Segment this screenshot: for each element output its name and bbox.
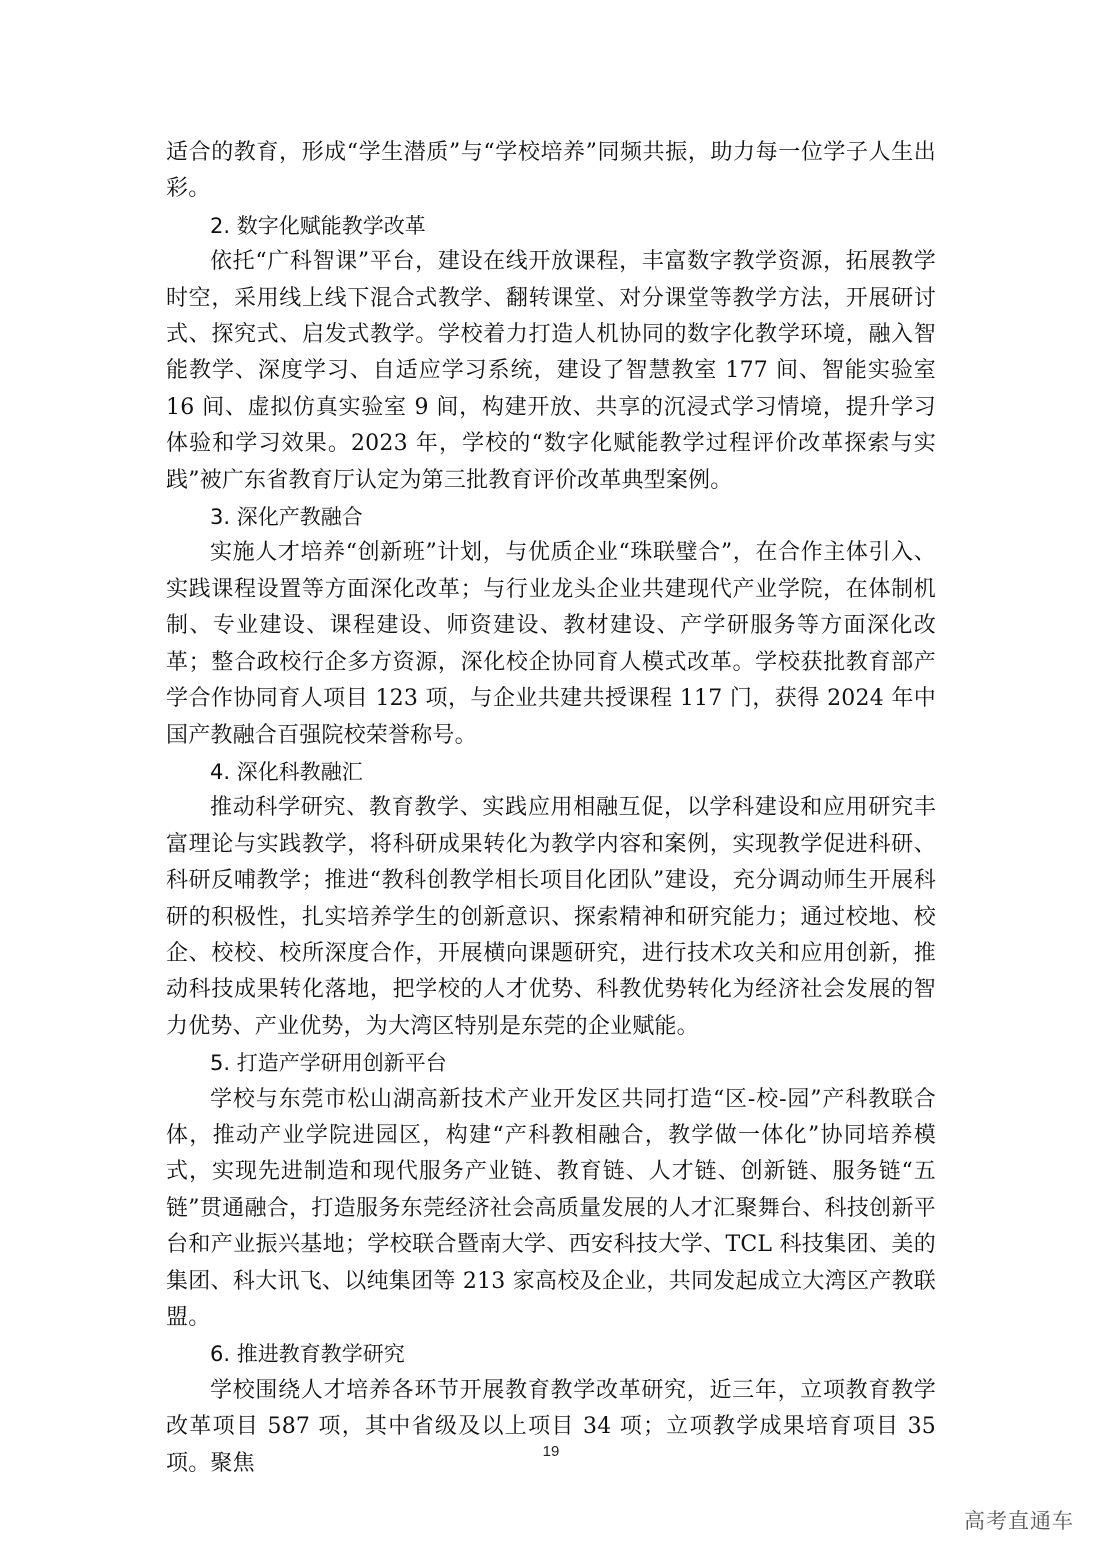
section-paragraph: 学校与东莞市松山湖高新技术产业开发区共同打造“区-校-园”产科教联合体，推动产业学院进园区，构建“产科教相融合，教学做一体化”协同培养模式，实现先进制造和现代服务产业链、教育链、人才链、创新链、服务链“五链”贯通融合，打造服务东莞经济社会高质量发展的人才汇聚舞台、科技创新平台和产业振兴基地；学校联合暨南大学、西安科技大学、TCL 科技集团、美的集团、科大讯飞、以纯集团等 213 家高校及企业，共同发起成立大湾区产教联盟。	[166, 1086, 936, 1330]
section-heading: 6. 推进教育教学研究	[210, 1342, 405, 1367]
section-heading: 3. 深化产教融合	[210, 505, 363, 530]
section-paragraph: 学校围绕人才培养各环节开展教育教学改革研究，近三年，立项教育教学改革项目 587 项，其中省级及以上项目 34 项；立项教学成果培育项目 35 项。聚焦	[166, 1377, 936, 1476]
document-body	[166, 135, 936, 1482]
section-paragraph: 实施人才培养“创新班”计划，与优质企业“珠联璧合”，在合作主体引入、实践课程设置等方面深化改革；与行业龙头企业共建现代产业学院，在体制机制、专业建设、课程建设、师资建设、教材建设、产学研服务等方面深化改革；整合政校行企多方资源，深化校企协同育人模式改革。学校获批教育部产学合作协同育人项目 123 项，与企业共建共授课程 117 门，获得 2024 年中国产教融合百强院校荣誉称号。	[166, 540, 936, 748]
section-heading: 4. 深化科教融汇	[210, 759, 363, 784]
section-heading: 5. 打造产学研用创新平台	[210, 1051, 447, 1076]
section-paragraph: 推动科学研究、教育教学、实践应用相融互促，以学科建设和应用研究丰富理论与实践教学，将科研成果转化为教学内容和案例，实现教学促进科研、科研反哺教学；推进“教科创教学相长项目化团队”建设，充分调动师生开展科研的积极性，扎实培养学生的创新意识、探索精神和研究能力；通过校地、校企、校校、校所深度合作，开展横向课题研究，进行技术攻关和应用创新，推动科技成果转化落地，把学校的人才优势、科教优势转化为经济社会发展的智力优势、产业优势，为大湾区特别是东莞的企业赋能。	[166, 795, 936, 1039]
intro-paragraph: 适合的教育，形成“学生潜质”与“学校培养”同频共振，助力每一位学子人生出彩。	[166, 140, 936, 202]
watermark: 高考直通车	[964, 1509, 1074, 1533]
section-heading: 2. 数字化赋能教学改革	[210, 213, 426, 238]
section-paragraph: 依托“广科智课”平台，建设在线开放课程，丰富数字教学资源，拓展教学时空，采用线上线下混合式教学、翻转课堂、对分课堂等教学方法，开展研讨式、探究式、启发式教学。学校着力打造人机协同的数字化教学环境，融入智能教学、深度学习、自适应学习系统，建设了智慧教室 177 间、智能实验室 16 间、虚拟仿真实验室 9 间，构建开放、共享的沉浸式学习情境，提升学习体验和学习效果。2023 年，学校的“数字化赋能教学过程评价改革探索与实践”被广东省教育厅认定为第三批教育评价改革典型案例。	[166, 249, 936, 493]
page-number: 19	[542, 1443, 560, 1460]
